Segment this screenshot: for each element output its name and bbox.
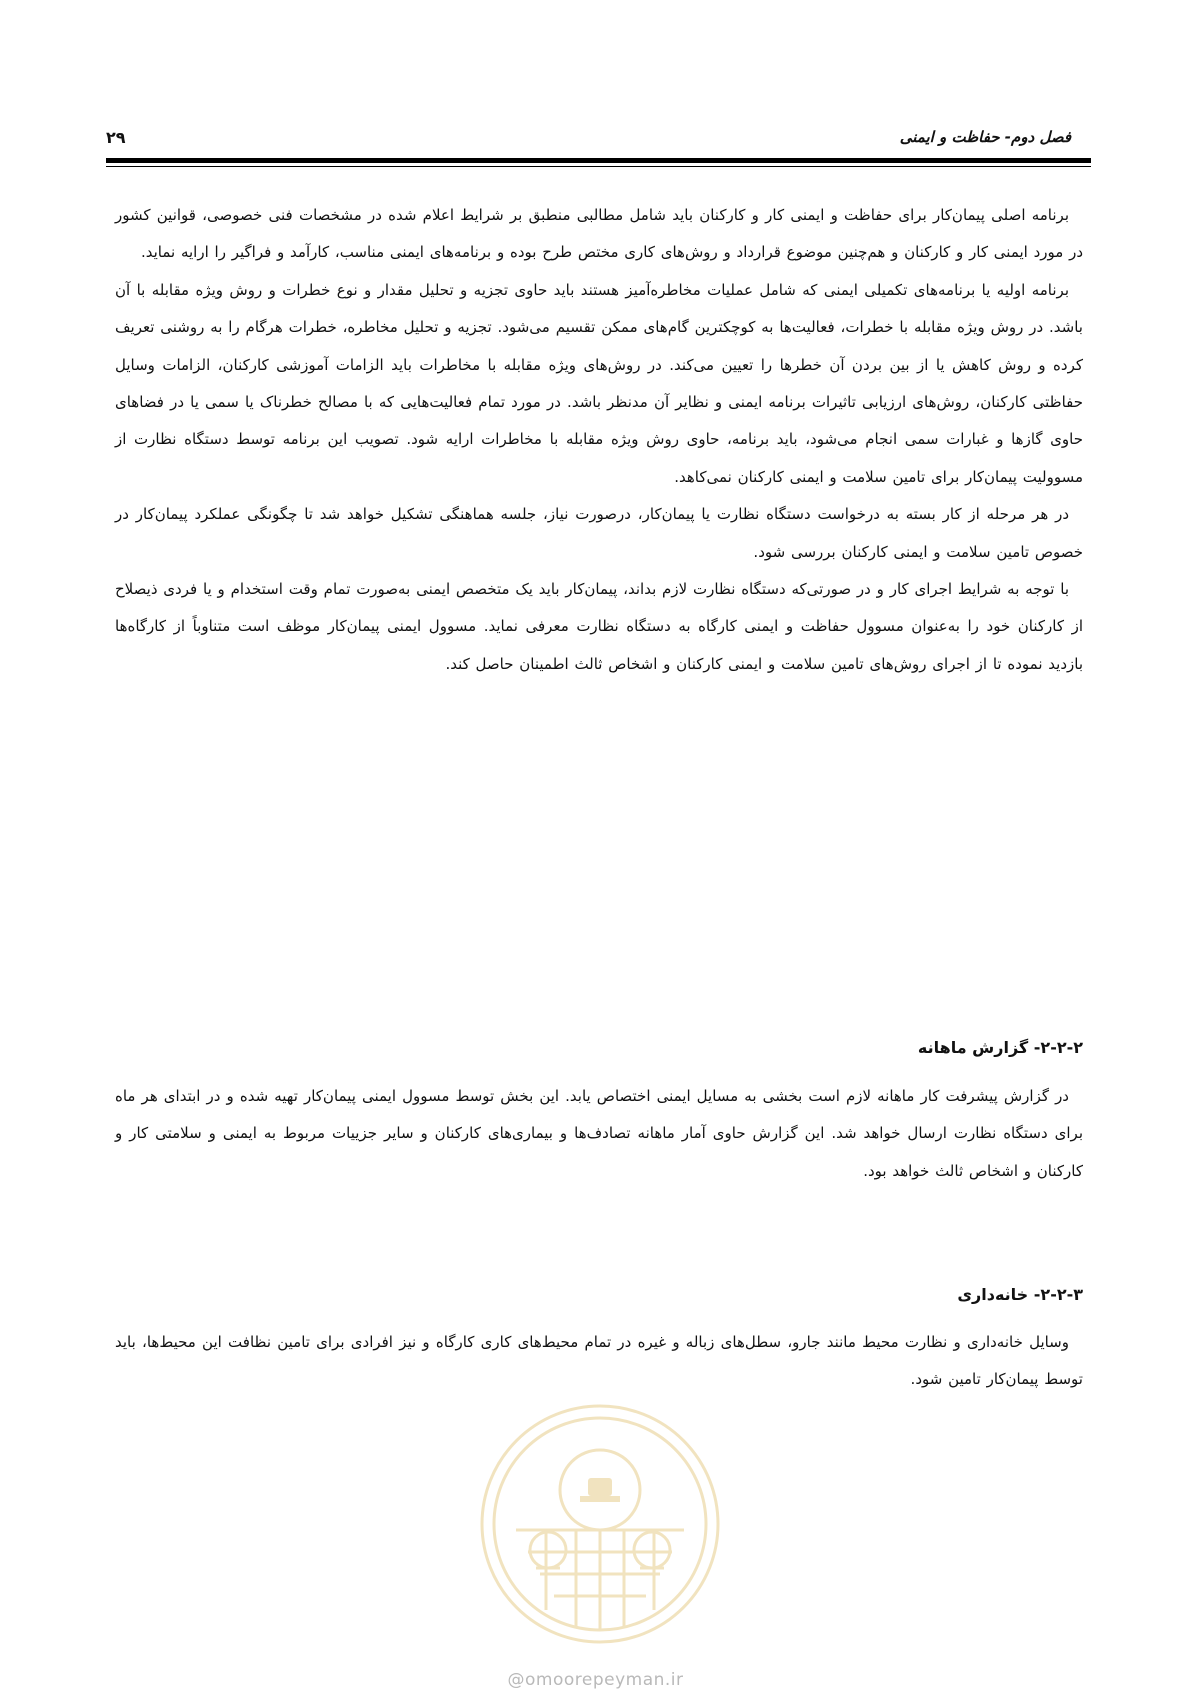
paragraph: در هر مرحله از کار بسته به درخواست دستگاه نظارت یا پیمان‌کار، درصورت نیاز، جلسه هماهنگی تشکیل خواهد شد تا چگونگی عملکرد پیمان‌کار در خصوص تامین سلامت و ایمنی کارکنان بررسی شود. <box>115 505 1083 561</box>
header-rule-thin <box>106 166 1091 167</box>
header-rule-thick <box>106 158 1091 163</box>
watermark-url: @omoorepeyman.ir <box>507 1670 684 1690</box>
paragraph-block-3 <box>115 1324 1083 1399</box>
paragraph: برنامه اولیه یا برنامه‌های تکمیلی ایمنی که شامل عملیات مخاطره‌آمیز هستند باید حاوی تجزیه و تحلیل مقدار و نوع خطرات و روش ویژه مقابله با آن باشد. در روش ویژه مقابله با خطرات، فعالیت‌ها به کوچکترین گام‌های ممکن تقسیم می‌شود. تجزیه و تحلیل مخاطره، خطرات هرگام را به روشنی تعریف کرده و روش کاهش یا از بین بردن آن خطرها را تعیین می‌کند. در روش‌های ویژه مقابله با مخاطرات باید الزامات آموزشی کارکنان، الزامات وسایل حفاظتی کارکنان، روش‌های ارزیابی تاثیرات برنامه ایمنی و نظایر آن مدنظر باشد. در مورد تمام فعالیت‌هایی که با مصالح خطرناک یا سمی یا در فضاهای حاوی گازها و غبارات سمی انجام می‌شود، باید برنامه، حاوی روش ویژه مقابله با مخاطرات ارایه شود. تصویب این برنامه توسط دستگاه نظارت از مسوولیت پیمان‌کار برای تامین سلامت و ایمنی کارکنان نمی‌کاهد. <box>115 280 1083 486</box>
paragraph: با توجه به شرایط اجرای کار و در صورتی‌که دستگاه نظارت لازم بداند، پیمان‌کار باید یک متخصص ایمنی به‌صورت تمام وقت استخدام و یا فردی ذیصلاح از کارکنان خود را به‌عنوان مسوول حفاظت و ایمنی کارگاه به دستگاه نظارت معرفی نماید. مسوول ایمنی پیمان‌کار موظف است متناوباً از کارگاه‌ها بازدید نموده تا از اجرای روش‌های تامین سلامت و ایمنی کارکنان و اشخاص ثالث اطمینان حاصل کند. <box>115 580 1083 673</box>
section-heading-housekeeping-wrap <box>115 1275 1083 1315</box>
section-heading: ۲-۲-۳- خانه‌داری <box>957 1285 1083 1304</box>
running-header-title: فصل دوم- حفاظت و ایمنی <box>899 128 1071 146</box>
omoorepeyman-seal-icon <box>476 1400 724 1648</box>
paragraph-block-1 <box>115 197 1083 683</box>
section-heading-monthly-report-wrap <box>115 1028 1083 1068</box>
section-heading: ۲-۲-۲- گزارش ماهانه <box>917 1038 1083 1057</box>
at-icon: @ <box>507 1670 525 1690</box>
paragraph: وسایل خانه‌داری و نظارت محیط مانند جارو، سطل‌های زباله و غیره در تمام محیط‌های کاری کارگاه و نیز افرادی برای تامین نظافت این محیط‌ها، باید توسط پیمان‌کار تامین شود. <box>115 1333 1083 1389</box>
paragraph: برنامه اصلی پیمان‌کار برای حفاظت و ایمنی کار و کارکنان باید شامل مطالبی منطبق بر شرایط اعلام شده در مشخصات فنی خصوصی، قوانین کشور در مورد ایمنی کار و کارکنان و هم‌چنین موضوع قرارداد و روش‌های کاری مختص طرح بوده و برنامه‌های ایمنی مناسب، کارآمد و فراگیر را ارایه نماید. <box>115 206 1083 262</box>
page-number: ۲۹ <box>106 128 126 147</box>
paragraph: در گزارش پیشرفت کار ماهانه لازم است بخشی به مسایل ایمنی اختصاص یابد. این بخش توسط مسوول ایمنی پیمان‌کار تهیه شده و در ابتدای هر ماه برای دستگاه نظارت ارسال خواهد شد. این گزارش حاوی آمار ماهانه تصادف‌ها و بیماری‌های کارکنان و سایر جزییات مربوط به ایمنی و سلامتی کار و کارکنان و اشخاص ثالث خواهد بود. <box>115 1087 1083 1180</box>
paragraph-block-2 <box>115 1078 1083 1190</box>
